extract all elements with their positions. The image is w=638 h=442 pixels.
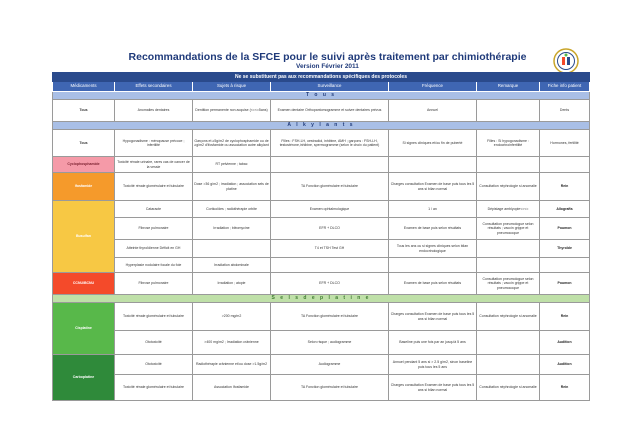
risk-cell (193, 240, 271, 258)
frequency-cell: Examen de base puis selon résultats (389, 273, 477, 295)
banner-row (53, 73, 590, 82)
patient-sheet-cell: Thyroïde (540, 240, 590, 258)
table-row (53, 258, 590, 273)
frequency-cell (389, 258, 477, 273)
patient-sheet-cell: Poumon (540, 218, 590, 240)
patient-sheet-cell: Dents (540, 100, 590, 122)
table-row (53, 303, 590, 331)
table-row (53, 100, 590, 122)
risk-cell: Corticoïdes ; radiothérapie orbite (193, 201, 271, 218)
risk-cell: >200 mg/m2 (193, 303, 271, 331)
section-title: A l k y l a n t s (53, 122, 590, 130)
header-row (53, 82, 590, 92)
patient-sheet-cell: Audition (540, 355, 590, 375)
effects-cell: Fibrose pulmonaire (115, 218, 193, 240)
remark-cell (477, 355, 540, 375)
surveillance-cell (271, 157, 389, 173)
remark-cell: Consultation néphrologie si anomalie (477, 173, 540, 201)
table-row (53, 273, 590, 295)
section-title: T o u s (53, 92, 590, 100)
remark-cell (477, 157, 540, 173)
table-row (53, 355, 590, 375)
surveillance-cell: TA Fonction glomérulaire et tubulaire (271, 303, 389, 331)
risk-cell: RT pelvienne ; tabac (193, 157, 271, 173)
table-row (53, 201, 590, 218)
risk-cell: Association Ifosfamide (193, 375, 271, 401)
risk-cell: Dentition permanente non acquise (<=<=5ans) (193, 100, 271, 122)
document-title: Recommandations de la SFCE pour le suivi après traitement par chimiothérapie (128, 51, 527, 63)
surveillance-cell: Examen dentaire Orthopantomogramme et suivre dentaires prévus (271, 100, 389, 122)
frequency-cell: Baseline puis une fois par an jusqu'à 5 ans (389, 331, 477, 355)
surveillance-cell: Selon risque ; audiogramme (271, 331, 389, 355)
remark-cell (477, 100, 540, 122)
column-header: Effets secondaires (115, 82, 193, 92)
column-header: Remarque (477, 82, 540, 92)
frequency-cell: Annuel pendant 5 ans si > 2.5 g/m2, sinon baseline puis tous les 5 ans (389, 355, 477, 375)
patient-sheet-cell (540, 258, 590, 273)
drug-cell: Tous (53, 100, 115, 122)
section-header-tous (53, 92, 590, 100)
drug-cell: Ifosfamide (53, 173, 115, 201)
frequency-cell: Charges consultation Examen de base puis tous les 5 ans si bilan normal (389, 303, 477, 331)
effects-cell: Toxicité rénale glomérulaire et tubulaire (115, 303, 193, 331)
effects-cell: Ototoxicité (115, 355, 193, 375)
drug-cell: Cyclophosphamide (53, 157, 115, 173)
column-header: Sujets à risque (193, 82, 271, 92)
effects-cell: Anomalies dentaires (115, 100, 193, 122)
table-row (53, 218, 590, 240)
remark-cell: Consultation pneumologue selon résultats ; vaccin grippe et pneumocoque (477, 273, 540, 295)
drug-cell: CCNU/BCNU (53, 273, 115, 295)
remark-cell (477, 258, 540, 273)
surveillance-cell: EFR + DLCO (271, 273, 389, 295)
section-title: S e l s d e p l a t i n e (53, 295, 590, 303)
patient-sheet-cell: Rein (540, 375, 590, 401)
risk-cell: Radiothérapie crânienne et/ou dose >1.5g/m2 (193, 355, 271, 375)
effects-cell: Fibrose pulmonaire (115, 273, 193, 295)
remark-cell: Consultation pneumologue selon résultats ; vaccin grippe et pneumocoque (477, 218, 540, 240)
column-header: Fiche info patient (540, 82, 590, 92)
table-row (53, 173, 590, 201)
patient-sheet-cell: Rein (540, 173, 590, 201)
drug-cell: Tous (53, 130, 115, 157)
frequency-cell: Charges consultation Examen de base puis tous les 5 ans si bilan normal (389, 173, 477, 201)
effects-cell: Cataracte (115, 201, 193, 218)
risk-cell: Irradiation ; atopie (193, 273, 271, 295)
remark-cell (477, 331, 540, 355)
table-row (53, 375, 590, 401)
drug-cell: Busulfan (53, 201, 115, 273)
risk-cell: Irradiation abdominale (193, 258, 271, 273)
drug-cell: Carboplatine (53, 355, 115, 401)
remark-cell: Consultation néphrologie si anomalie (477, 303, 540, 331)
frequency-cell: Si signes cliniques et/ou fin de puberté (389, 130, 477, 157)
remark-cell (477, 240, 540, 258)
patient-sheet-cell: Poumon (540, 273, 590, 295)
effects-cell: Toxicité rénale urinaire, rares cas de cancer de la vessie (115, 157, 193, 173)
risk-cell: Garçons et ≥5g/m2 de cyclophosphamide ou de ≥g/m2 d'ifosfamide ou association autre alkylant (193, 130, 271, 157)
patient-sheet-cell: Audition (540, 331, 590, 355)
risk-cell: Irradiation ; bléomycine (193, 218, 271, 240)
effects-cell: Ototoxicité (115, 331, 193, 355)
effects-cell: Hyperplasie nodulaire focale du foie (115, 258, 193, 273)
surveillance-cell: Audiogramme (271, 355, 389, 375)
surveillance-cell (271, 258, 389, 273)
risk-cell: >400 mg/m2 ; Irradiation crânienne (193, 331, 271, 355)
surveillance-cell: TA Fonction glomérulaire et tubulaire (271, 173, 389, 201)
effects-cell: Atteinte thyroïdienne Déficit en GH (115, 240, 193, 258)
frequency-cell: Examen de base puis selon résultats (389, 218, 477, 240)
remark-cell: Filles : Si hypogonadisme : endocrinoinfertilité (477, 130, 540, 157)
drug-cell: Cisplatine (53, 303, 115, 355)
recommendations-table (52, 72, 590, 401)
column-header: Surveillance (271, 82, 389, 92)
surveillance-cell: Examen ophtalmologique (271, 201, 389, 218)
remark-cell: Dépistage amblyopie<=<= (477, 201, 540, 218)
effects-cell: Hypogonadisme : ménopause précoce ; infertilité (115, 130, 193, 157)
effects-cell: Toxicité rénale glomérulaire et tubulaire (115, 375, 193, 401)
banner-text: Ne se substituent pas aux recommandations spécifiques des protocoles (53, 73, 590, 82)
table-row (53, 130, 590, 157)
section-header-alkylants (53, 122, 590, 130)
patient-sheet-cell: Allografts (540, 201, 590, 218)
table-row (53, 240, 590, 258)
column-header: Fréquence (389, 82, 477, 92)
frequency-cell (389, 157, 477, 173)
surveillance-cell: TA Fonction glomérulaire et tubulaire (271, 375, 389, 401)
table-row (53, 331, 590, 355)
document-version: Version Février 2011 (296, 63, 359, 70)
sfce-logo-icon (553, 48, 579, 74)
frequency-cell: Annuel (389, 100, 477, 122)
section-header-platine (53, 295, 590, 303)
risk-cell: Dose >36 g/m2 ; irradiation ; association sels de platine (193, 173, 271, 201)
patient-sheet-cell: Rein (540, 303, 590, 331)
frequency-cell: Tous les ans ou si signes cliniques selon bilan endocrinologique (389, 240, 477, 258)
frequency-cell: 1 / an (389, 201, 477, 218)
surveillance-cell: EFR + DLCO (271, 218, 389, 240)
surveillance-cell: Filles : FSH-LH, oestradiol, inhibine, AMH ; garçons : FSH-LH, testostérone,inhibine, spermogramme (selon le choix du patient) (271, 130, 389, 157)
patient-sheet-cell: Hormones, fertilité (540, 130, 590, 157)
surveillance-cell: T4 et TSH Test GH (271, 240, 389, 258)
patient-sheet-cell (540, 157, 590, 173)
frequency-cell: Charges consultation Examen de base puis tous les 5 ans si bilan normal (389, 375, 477, 401)
effects-cell: Toxicité rénale glomérulaire et tubulaire (115, 173, 193, 201)
column-header: Médicaments (53, 82, 115, 92)
table-row (53, 157, 590, 173)
remark-cell: Consultation néphrologie si anomalie (477, 375, 540, 401)
